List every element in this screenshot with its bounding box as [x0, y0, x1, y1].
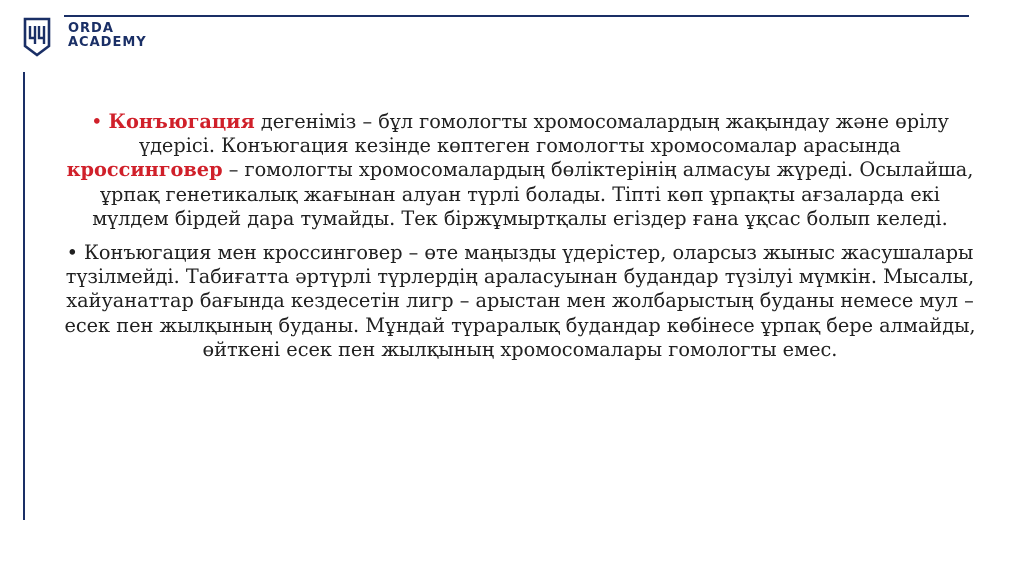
bullet: •: [91, 110, 103, 133]
orda-shield-icon: [22, 16, 52, 58]
paragraph-conjugation-definition: [60, 110, 980, 231]
term-crossing-over: кроссинговер: [66, 158, 223, 182]
slide-content: [60, 110, 980, 362]
term-conjugation: Конъюгация: [108, 110, 255, 133]
bullet: •: [66, 241, 78, 265]
brand-logo-text: [68, 22, 147, 50]
paragraph-text: Конъюгация мен кроссинговер – өте маңызды үдерістер, оларсыз жыныс жасушалары түзілмейді. Табиғатта әртүрлі түрлердің араласуынан будандар түзілуі мүмкін. Мысалы, хайуанаттар бағында кездесетін лигр – арыстан мен жолбарыстың буданы немесе мул – есек пен жылқының буданы. Мұндай түраралық будандар көбінесе ұрпақ бере алмайды, өйткені есек пен жылқының хромосомалары гомологты емес.: [64, 241, 976, 361]
header-divider: [64, 15, 969, 17]
brand-line-2: ACADEMY: [68, 35, 147, 50]
paragraph-text: – гомологты хромосомалардың бөліктерінің алмасуы жүреді. Осылайша, ұрпақ генетикалық жағынан алуан түрлі болады. Тіпті көп ұрпақты ағзаларда екі мүлдем бірдей дара тумайды. Тек біржұмыртқалы егіздер ғана ұқсас болып келеді.: [92, 158, 974, 230]
brand-line-1: ORDA: [68, 21, 114, 36]
paragraph-text: дегеніміз – бұл гомологты хромосомалардың жақындау және өрілу үдерісі. Конъюгация кезінде көптеген гомологты хромосомалар арасында: [139, 110, 949, 158]
left-divider: [23, 72, 25, 520]
paragraph-hybrids: [60, 241, 980, 362]
